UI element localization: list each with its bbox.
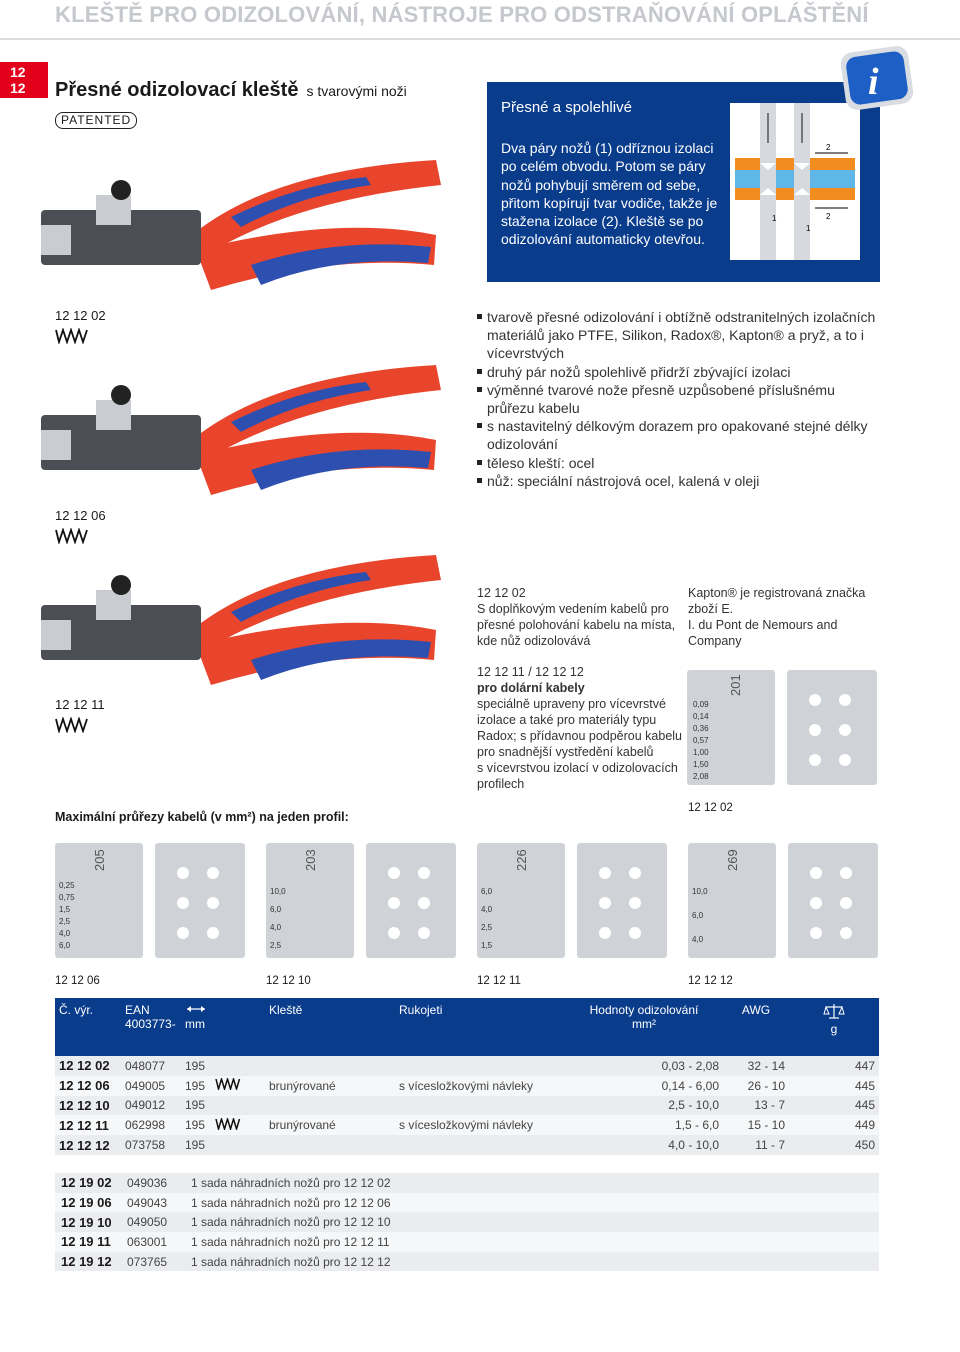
row-ean: 048077 [125, 1058, 166, 1073]
spare-code: 12 19 11 [61, 1234, 111, 1250]
spare-ean: 063001 [127, 1234, 168, 1249]
row-head [265, 1056, 395, 1076]
row-weight: 449 [854, 1118, 875, 1133]
length-icon [185, 1003, 207, 1017]
table-row [55, 1076, 879, 1096]
blade-scale-value: 0,25 [59, 881, 75, 890]
variant-code-1: 12 12 02 [55, 308, 106, 323]
row-handles [395, 1135, 565, 1155]
note-1211-line: Radox; s přídavnou podpěrou kabelu [477, 729, 683, 743]
blade-scale-value: 10,0 [270, 887, 286, 896]
table-row [55, 1056, 879, 1076]
blade-image-1212 [686, 838, 881, 968]
feature-list [477, 308, 877, 490]
spare-ean: 049043 [127, 1195, 168, 1210]
page-title: KLEŠTĚ PRO ODIZOLOVÁNÍ, NÁSTROJE PRO ODSTRAŇOVÁNÍ OPLÁŠTĚNÍ [55, 2, 869, 27]
row-ean: 062998 [125, 1118, 166, 1133]
blade-scale-value: 4,0 [481, 905, 493, 914]
blade-scale-value: 0,09 [693, 700, 709, 709]
blade-scale-value: 1,50 [693, 760, 709, 769]
blade-caption: 12 12 11 [477, 975, 521, 987]
spare-code: 12 19 10 [61, 1214, 112, 1230]
col-weight-unit: g [830, 1022, 838, 1036]
table-row [55, 1193, 879, 1213]
wave-profile-icon [55, 328, 89, 344]
blade-image-1206 [53, 838, 248, 968]
spare-desc: 1 sada náhradních nožů pro 12 12 12 [191, 1254, 391, 1269]
blade-number: 203 [303, 849, 318, 871]
info-icon-letter: i [868, 61, 879, 103]
blade-scale-value: 2,5 [270, 941, 282, 950]
info-heading: Přesné a spolehlivé [501, 99, 632, 116]
col-code: Č. výr. [59, 1003, 94, 1017]
blade-scale-value: 0,57 [693, 736, 709, 745]
feature-item: těleso kleští: ocel [477, 454, 877, 472]
plier-image-2 [36, 360, 446, 515]
row-length: 195 [185, 1138, 206, 1153]
col-profile [211, 998, 265, 1056]
note-1211-line: izolace a také pro materiály typu [477, 713, 657, 727]
spare-desc: 1 sada náhradních nožů pro 12 12 06 [191, 1195, 391, 1210]
row-weight: 445 [854, 1098, 875, 1113]
row-profile [211, 1135, 265, 1155]
blade-scale-value: 6,0 [692, 911, 704, 920]
row-head [265, 1135, 395, 1155]
row-length: 195 [185, 1118, 206, 1133]
row-code: 12 12 02 [59, 1058, 110, 1074]
section-badge [0, 62, 48, 98]
spare-ean: 049050 [127, 1215, 168, 1230]
row-profile [211, 1076, 265, 1096]
spare-code: 12 19 06 [61, 1195, 112, 1211]
fig-label-2-top: 2 [826, 143, 831, 152]
col-range [565, 998, 723, 1056]
row-awg: 13 - 7 [754, 1098, 785, 1113]
blade-image-1211 [475, 838, 670, 968]
col-range-unit: mm² [632, 1017, 656, 1031]
note-1211 [477, 664, 682, 792]
blade-scale-value: 4,0 [692, 935, 704, 944]
row-code: 12 12 12 [59, 1137, 110, 1153]
spare-desc: 1 sada náhradních nožů pro 12 12 10 [191, 1215, 391, 1230]
col-range-label: Hodnoty odizolování [589, 1003, 699, 1017]
patented-badge: PATENTED [55, 112, 137, 129]
blade-scale-value: 4,0 [59, 929, 71, 938]
header-divider [0, 38, 960, 40]
col-ean-prefix: 4003773- [125, 1017, 176, 1031]
row-awg: 32 - 14 [747, 1058, 785, 1073]
table-row [55, 1232, 879, 1252]
cutting-diagram [730, 103, 860, 260]
col-handles: Rukojeti [399, 1003, 443, 1017]
blade-caption: 12 12 10 [266, 975, 311, 987]
row-range: 4,0 - 10,0 [668, 1138, 719, 1153]
wave-profile-icon [215, 1118, 241, 1130]
wave-profile-icon [55, 528, 89, 544]
row-range: 2,5 - 10,0 [668, 1098, 719, 1113]
blade-scale-value: 10,0 [692, 887, 708, 896]
kapton-note [688, 585, 888, 649]
blade-scale-value: 0,36 [693, 724, 709, 733]
row-profile [211, 1056, 265, 1076]
row-code: 12 12 06 [59, 1078, 110, 1094]
spare-desc: 1 sada náhradních nožů pro 12 12 02 [191, 1175, 391, 1190]
note-1211-line: profilech [477, 777, 525, 791]
section-badge-top: 12 [10, 64, 26, 80]
spare-blades-table [55, 1173, 879, 1271]
row-code: 12 12 11 [59, 1117, 109, 1133]
row-awg: 15 - 10 [747, 1118, 785, 1133]
product-title-main: Přesné odizolovací kleště [55, 79, 299, 101]
scale-icon [793, 1003, 875, 1022]
spare-desc: 1 sada náhradních nožů pro 12 12 11 [191, 1234, 390, 1249]
row-profile [211, 1096, 265, 1116]
variant-code-3: 12 12 11 [55, 697, 105, 712]
col-ean [121, 998, 181, 1056]
row-code: 12 12 10 [59, 1097, 110, 1113]
note-1211-line: pro snadnější vystředění kabelů [477, 745, 654, 759]
blade-scale-value: 6,0 [59, 941, 71, 950]
info-text: Dva páry nožů (1) odříznou izolaci po celém obvodu. Potom se páry nožů pohybují směrem od sebe, přitom kopírují tvar vodiče, takže je stažena izolace (2). Kleště se po odizolování automaticky otevřou. [501, 140, 718, 248]
row-profile [211, 1115, 265, 1135]
plier-image-3 [36, 550, 446, 705]
row-awg: 26 - 10 [747, 1078, 785, 1093]
table-row [55, 1115, 879, 1135]
blade-caption: 12 12 12 [688, 975, 733, 987]
row-handles [395, 1056, 565, 1076]
blade-scale-value: 6,0 [270, 905, 282, 914]
spare-code: 12 19 12 [61, 1254, 112, 1270]
col-ean-label: EAN [125, 1003, 150, 1017]
feature-item: s nastavitelný délkovým dorazem pro opakované stejné délky odizolování [477, 417, 877, 453]
product-subtitle: s tvarovými noži [306, 83, 407, 99]
blade-scale-value: 0,14 [693, 712, 709, 721]
spare-ean: 049036 [127, 1175, 168, 1190]
feature-item: nůž: speciální nástrojová ocel, kalená v oleji [477, 472, 877, 490]
plier-image-1 [36, 155, 446, 310]
note-1211-heading: pro dolární kabely [477, 681, 585, 695]
blade-image-1202 [685, 665, 880, 795]
note-1202-line: S doplňkovým vedením kabelů pro [477, 602, 669, 616]
info-icon [838, 46, 916, 117]
blade-scale-value: 2,5 [481, 923, 493, 932]
row-head: brunýrované [269, 1078, 336, 1093]
col-length [181, 998, 211, 1056]
blade-caption: 12 12 06 [55, 975, 100, 987]
note-1211-codes: 12 12 11 / 12 12 12 [477, 665, 584, 679]
blade-image-1210 [264, 838, 459, 968]
note-1202-code: 12 12 02 [477, 586, 526, 600]
section-badge-bottom: 12 [10, 80, 26, 96]
kapton-note-line: I. du Pont de Nemours and Company [688, 618, 838, 648]
row-weight: 450 [854, 1138, 875, 1153]
kapton-note-line: Kapton® je registrovaná značka zboží E. [688, 586, 866, 616]
row-length: 195 [185, 1098, 206, 1113]
row-ean: 049012 [125, 1098, 166, 1113]
product-title [55, 79, 407, 102]
blade-scale-value: 2,5 [59, 917, 71, 926]
row-awg: 11 - 7 [755, 1138, 785, 1153]
table-row [55, 1135, 879, 1155]
note-1211-line: speciálně upraveny pro vícevrstvé [477, 697, 666, 711]
row-handles: s vícesložkovými návleky [399, 1078, 534, 1093]
max-section-label: Maximální průřezy kabelů (v mm²) na jeden profil: [55, 810, 349, 824]
blade-number: 269 [725, 849, 740, 871]
table-row [55, 1173, 879, 1193]
blade-caption-1202: 12 12 02 [688, 802, 733, 814]
blade-scale-value: 0,75 [59, 893, 75, 902]
blade-number: 205 [92, 849, 107, 871]
blade-scale-value: 1,5 [481, 941, 493, 950]
row-head [265, 1096, 395, 1116]
note-1202-line: přesné polohování kabelu na místa, [477, 618, 676, 632]
note-1202 [477, 585, 677, 649]
table-row [55, 1212, 879, 1232]
note-1211-line: s vícevrstvou izolací v odizolovacích [477, 761, 678, 775]
blade-scale-value: 6,0 [481, 887, 493, 896]
row-range: 0,14 - 6,00 [661, 1078, 719, 1093]
spec-header-row [55, 998, 879, 1056]
row-range: 1,5 - 6,0 [674, 1118, 719, 1133]
blade-scale-value: 2,08 [693, 772, 709, 781]
fig-label-1-left: 1 [772, 214, 777, 223]
row-length: 195 [185, 1058, 206, 1073]
col-head: Kleště [269, 1003, 303, 1017]
col-length-unit: mm [185, 1017, 205, 1031]
feature-item: výměnné tvarové nože přesně uzpůsobené příslušnému průřezu kabelu [477, 381, 877, 417]
row-handles: s vícesložkovými návleky [399, 1118, 534, 1133]
blade-scale-value: 1,00 [693, 748, 709, 757]
fig-label-1-right: 1 [806, 224, 811, 233]
blade-scale-value: 4,0 [270, 923, 282, 932]
row-ean: 073758 [125, 1138, 166, 1153]
row-head: brunýrované [269, 1118, 336, 1133]
col-weight [789, 998, 879, 1056]
row-weight: 445 [854, 1078, 875, 1093]
table-row [55, 1096, 879, 1116]
fig-label-2-bottom: 2 [826, 212, 831, 221]
row-range: 0,03 - 2,08 [661, 1058, 719, 1073]
wave-profile-icon [55, 717, 89, 733]
wave-profile-icon [215, 1078, 241, 1090]
table-row [55, 1252, 879, 1272]
blade-scale-value: 1,5 [59, 905, 71, 914]
row-length: 195 [185, 1078, 206, 1093]
spec-table [55, 998, 879, 1155]
note-1202-line: kde nůž odizolovává [477, 634, 591, 648]
row-weight: 447 [854, 1058, 875, 1073]
spare-code: 12 19 02 [61, 1175, 112, 1191]
row-handles [395, 1096, 565, 1116]
feature-item: tvarově přesné odizolování i obtížně odstranitelných izolačních materiálů jako PTFE, Silikon, Radox®, Kapton® a pryž, a to i vícevrstvých [477, 308, 877, 363]
feature-item: druhý pár nožů spolehlivě přidrží zbývající izolaci [477, 363, 877, 381]
row-ean: 049005 [125, 1078, 166, 1093]
col-awg: AWG [741, 1003, 771, 1017]
blade-number: 201 [728, 674, 743, 696]
variant-code-2: 12 12 06 [55, 508, 106, 523]
spare-ean: 073765 [127, 1254, 168, 1269]
blade-number: 226 [514, 849, 529, 871]
